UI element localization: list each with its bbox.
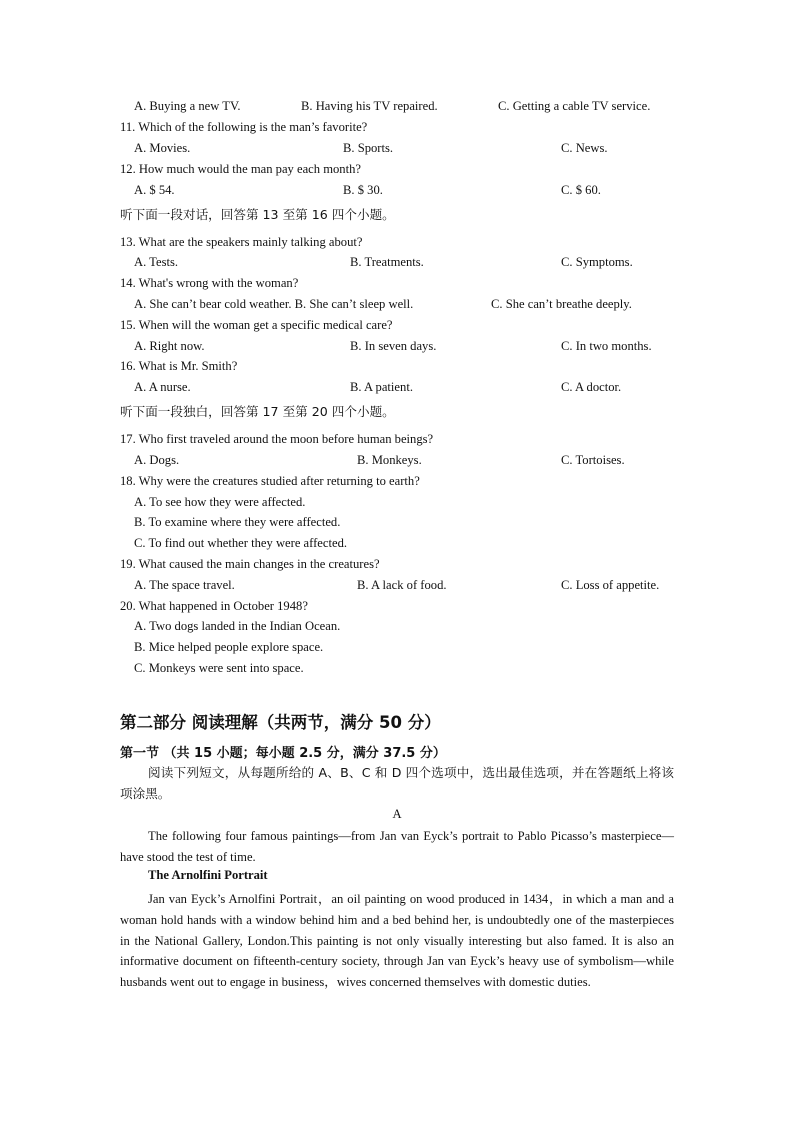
q15-option-c: C. In two months. bbox=[561, 339, 652, 353]
q16-option-a: A. A nurse. bbox=[134, 380, 191, 394]
q11-question: 11. Which of the following is the man’s favorite? bbox=[120, 120, 368, 134]
q14-option-c: C. She can’t breathe deeply. bbox=[491, 297, 632, 311]
q18-option-c: C. To find out whether they were affected. bbox=[134, 536, 348, 550]
q15-option-b: B. In seven days. bbox=[350, 339, 437, 353]
q13-question: 13. What are the speakers mainly talking about? bbox=[120, 235, 363, 249]
section1-title: 第一节 （共 15 小题；每小题 2.5 分，满分 37.5 分） bbox=[120, 746, 446, 761]
q12-option-c: C. $ 60. bbox=[561, 183, 601, 197]
listening-instruction-17-20: 听下面一段独白，回答第 17 至第 20 四个小题。 bbox=[120, 404, 395, 419]
painting-paragraph: Jan van Eyck’s Arnolfini Portrait，an oil painting on wood produced in 1434，in which a man and a woman hold hands with a window behind him and a bed behind her, is undoubtedly one of the masterpieces in the National Gallery, London.This painting is not only visually interesting but also famed. It is also an informative document on fifteenth-century society, through Jan van Eyck’s heavy use of symbolism—while husbands went out to engage in business，wives concerned themselves with domestic duties. bbox=[120, 892, 674, 990]
q20-option-c: C. Monkeys were sent into space. bbox=[134, 661, 304, 675]
q17-question: 17. Who first traveled around the moon before human beings? bbox=[120, 432, 434, 446]
q12-option-a: A. $ 54. bbox=[134, 183, 175, 197]
q18-option-a: A. To see how they were affected. bbox=[134, 495, 306, 509]
painting-title: The Arnolfini Portrait bbox=[148, 868, 268, 882]
q13-option-b: B. Treatments. bbox=[350, 255, 424, 269]
q20-question: 20. What happened in October 1948? bbox=[120, 599, 308, 613]
q16-question: 16. What is Mr. Smith? bbox=[120, 359, 238, 373]
q16-option-c: C. A doctor. bbox=[561, 380, 622, 394]
q11-option-a: A. Movies. bbox=[134, 141, 191, 155]
passage-intro: The following four famous paintings—from Jan van Eyck’s portrait to Pablo Picasso’s masterpiece—have stood the test of time. bbox=[120, 829, 674, 864]
q15-question: 15. When will the woman get a specific medical care? bbox=[120, 318, 393, 332]
q19-option-b: B. A lack of food. bbox=[357, 578, 447, 592]
q13-option-a: A. Tests. bbox=[134, 255, 179, 269]
q16-option-b: B. A patient. bbox=[350, 380, 413, 394]
q17-option-b: B. Monkeys. bbox=[357, 453, 422, 467]
q18-question: 18. Why were the creatures studied after returning to earth? bbox=[120, 474, 420, 488]
part2-title: 第二部分 阅读理解（共两节，满分 50 分） bbox=[120, 713, 441, 732]
q15-option-a: A. Right now. bbox=[134, 339, 205, 353]
section1-instruction: 阅读下列短文，从每题所给的 A、B、C 和 D 四个选项中，选出最佳选项，并在答题纸上将该项涂黑。 bbox=[120, 765, 674, 801]
listening-instruction-13-16: 听下面一段对话，回答第 13 至第 16 四个小题。 bbox=[120, 207, 395, 222]
q20-option-b: B. Mice helped people explore space. bbox=[134, 640, 324, 654]
q19-option-a: A. The space travel. bbox=[134, 578, 235, 592]
q13-option-c: C. Symptoms. bbox=[561, 255, 633, 269]
q17-option-a: A. Dogs. bbox=[134, 453, 180, 467]
q14-question: 14. What's wrong with the woman? bbox=[120, 276, 299, 290]
q20-option-a: A. Two dogs landed in the Indian Ocean. bbox=[134, 619, 341, 633]
q18-option-b: B. To examine where they were affected. bbox=[134, 515, 341, 529]
passage-letter: A bbox=[392, 807, 402, 821]
q10-option-c: C. Getting a cable TV service. bbox=[498, 99, 651, 113]
q12-option-b: B. $ 30. bbox=[343, 183, 383, 197]
q12-question: 12. How much would the man pay each month? bbox=[120, 162, 361, 176]
q11-option-b: B. Sports. bbox=[343, 141, 394, 155]
q14-option-ab: A. She can’t bear cold weather. B. She can’t sleep well. bbox=[134, 297, 414, 311]
q19-option-c: C. Loss of appetite. bbox=[561, 578, 660, 592]
q11-option-c: C. News. bbox=[561, 141, 608, 155]
q10-option-a: A. Buying a new TV. bbox=[134, 99, 241, 113]
q10-option-b: B. Having his TV repaired. bbox=[301, 99, 438, 113]
q17-option-c: C. Tortoises. bbox=[561, 453, 625, 467]
q19-question: 19. What caused the main changes in the creatures? bbox=[120, 557, 380, 571]
